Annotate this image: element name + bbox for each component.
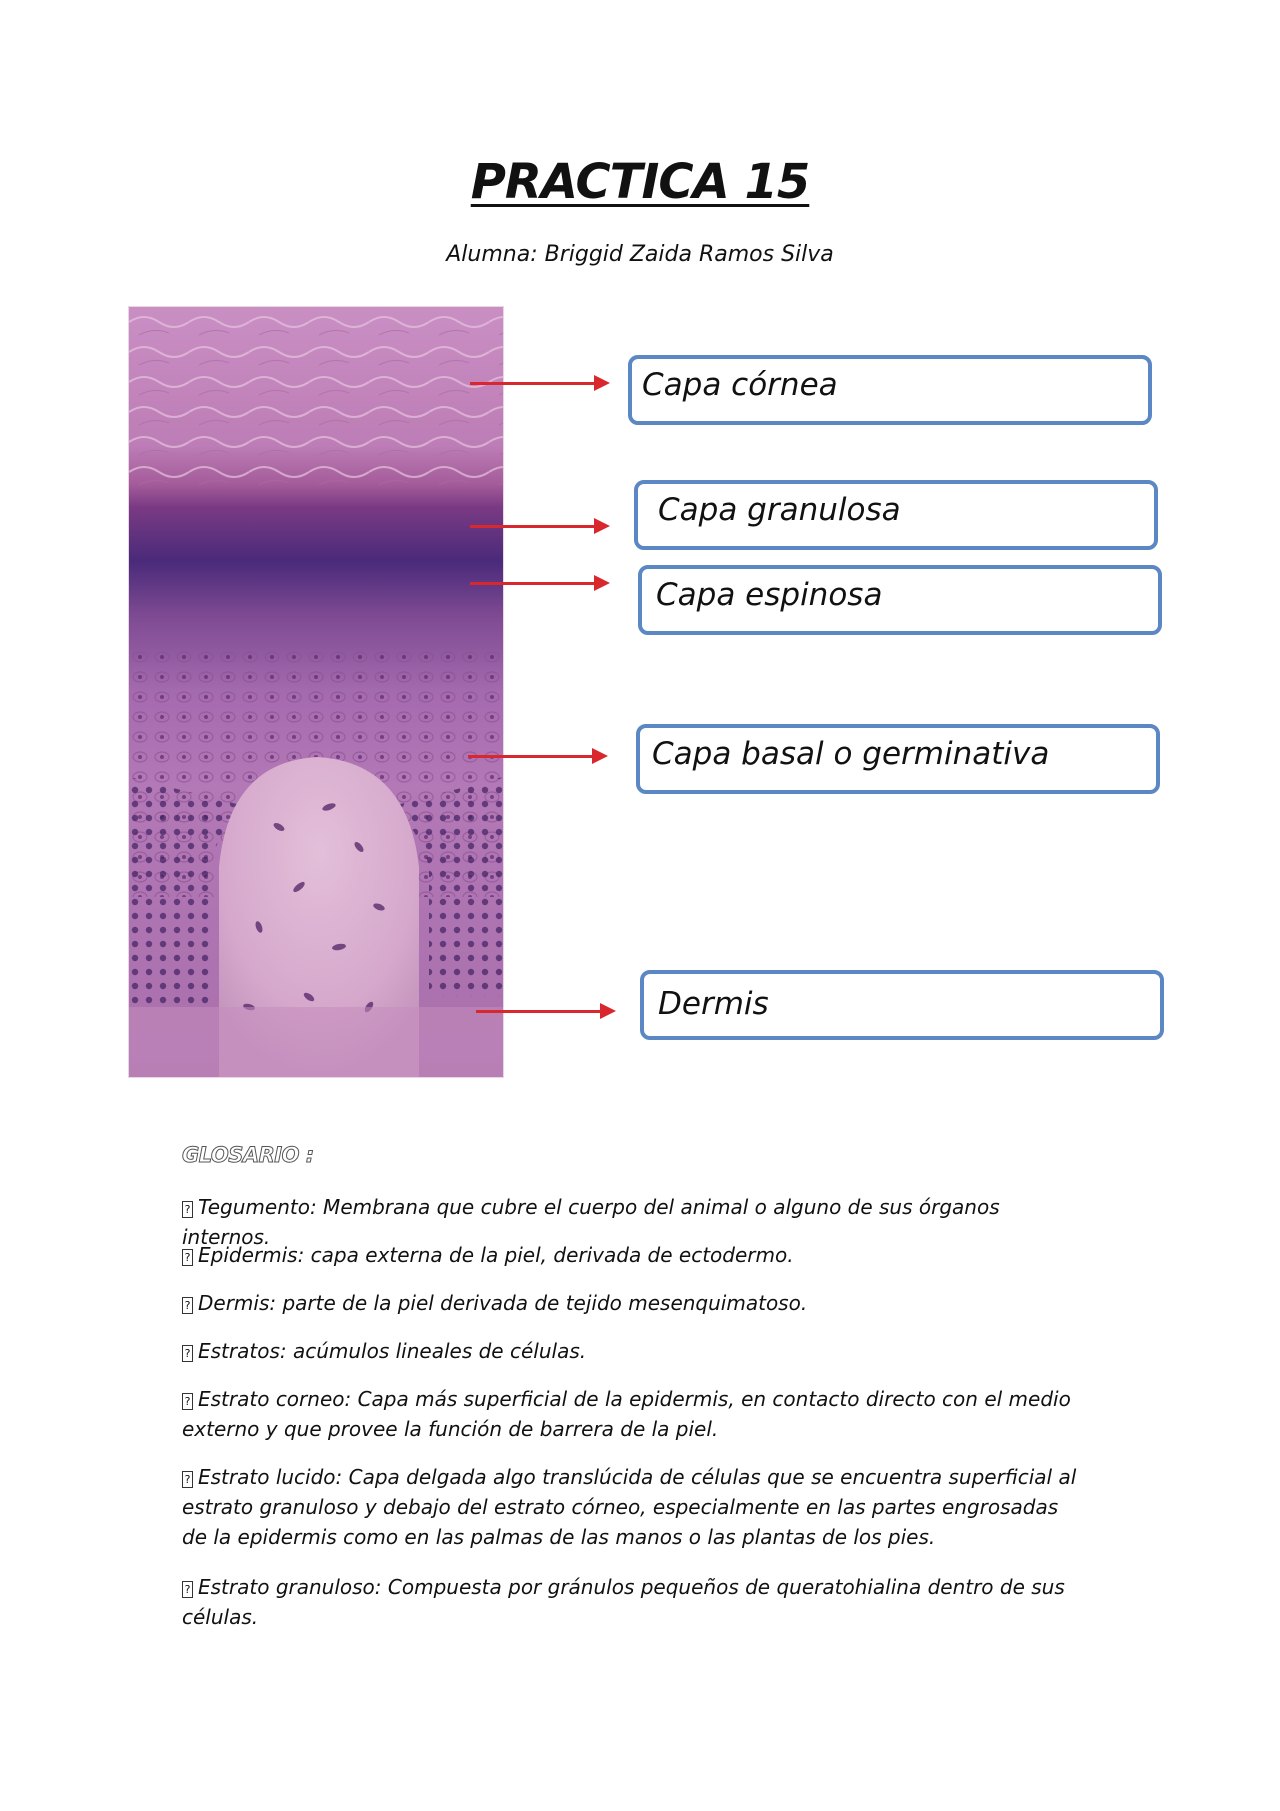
missing-glyph-icon: ? (182, 1345, 193, 1362)
glossary-item-epidermis (182, 1240, 1082, 1270)
glossary-item-dermis (182, 1288, 1082, 1318)
skin-histology-image (128, 306, 504, 1078)
page-title (0, 152, 1280, 212)
arrow-capa-granulosa (470, 525, 606, 528)
glossary-item-estratos (182, 1336, 1082, 1366)
glossary-item-estrato-corneo (182, 1384, 1082, 1444)
label-capa-basal-text: Capa basal o germinativa (652, 736, 1050, 772)
missing-glyph-icon: ? (182, 1581, 193, 1598)
arrow-capa-espinosa (470, 582, 606, 585)
glossary-item-estrato-lucido (182, 1462, 1082, 1552)
arrow-capa-basal (468, 755, 604, 758)
label-capa-basal (636, 724, 1160, 794)
student-name: Alumna: Briggid Zaida Ramos Silva (446, 242, 834, 267)
glossary-text: Estrato granuloso: Compuesta por gránulos pequeños de queratohialina dentro de sus células. (182, 1575, 1065, 1629)
label-capa-cornea (628, 355, 1152, 425)
missing-glyph-icon: ? (182, 1471, 193, 1488)
missing-glyph-icon: ? (182, 1249, 193, 1266)
missing-glyph-icon: ? (182, 1393, 193, 1410)
missing-glyph-icon: ? (182, 1297, 193, 1314)
glossary-text: Estrato lucido: Capa delgada algo translúcida de células que se encuentra superficial al estrato granuloso y debajo del estrato córneo, especialmente en las partes engrosadas de la epidermis como en las palmas de las manos o las plantas de los pies. (182, 1465, 1077, 1549)
glossary-text: Dermis: parte de la piel derivada de tejido mesenquimatoso. (198, 1291, 808, 1315)
glossary-text: Estratos: acúmulos lineales de células. (198, 1339, 587, 1363)
arrow-capa-cornea (470, 382, 606, 385)
label-capa-granulosa-text: Capa granulosa (658, 492, 901, 528)
label-dermis (640, 970, 1164, 1040)
label-capa-cornea-text: Capa córnea (642, 367, 838, 403)
glossary-item-estrato-granuloso (182, 1572, 1082, 1632)
glossary-text: Estrato corneo: Capa más superficial de la epidermis, en contacto directo con el medio externo y que provee la función de barrera de la piel. (182, 1387, 1071, 1441)
skin-histology-illustration (129, 307, 503, 1077)
page-title-text: PRACTICA 15 (470, 154, 810, 210)
label-capa-espinosa (638, 565, 1162, 635)
glossary-text: Epidermis: capa externa de la piel, derivada de ectodermo. (198, 1243, 794, 1267)
label-capa-espinosa-text: Capa espinosa (656, 577, 883, 613)
glossary-heading: GLOSARIO : (182, 1143, 314, 1167)
arrow-dermis (476, 1010, 612, 1013)
label-dermis-text: Dermis (658, 986, 769, 1022)
missing-glyph-icon: ? (182, 1201, 193, 1218)
label-capa-granulosa (634, 480, 1158, 550)
glossary-text: Tegumento: Membrana que cubre el cuerpo del animal o alguno de sus órganos internos. (182, 1195, 1000, 1249)
